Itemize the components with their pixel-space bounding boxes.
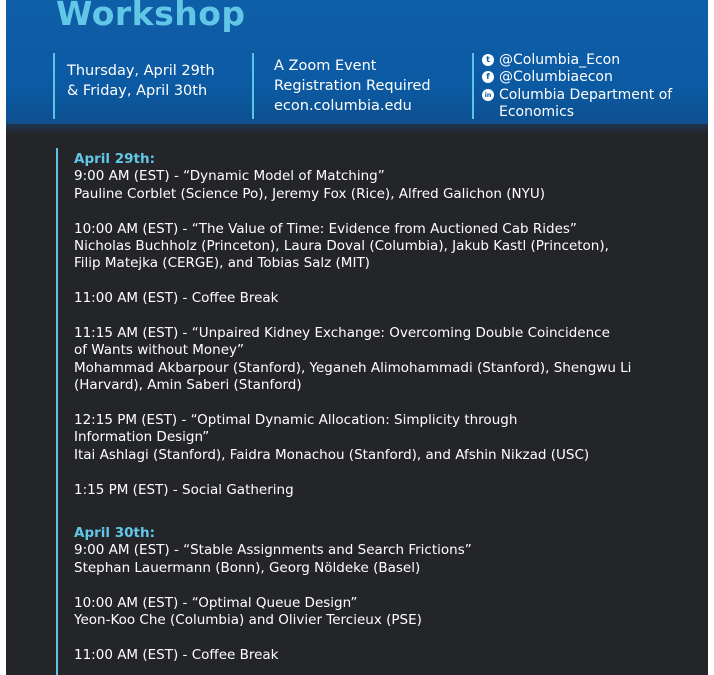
social-linkedin[interactable] [482, 86, 672, 104]
divider-1 [53, 53, 55, 119]
session-item [74, 290, 706, 307]
header-banner [6, 0, 708, 124]
day-heading: April 30th: [74, 525, 155, 542]
date-line: Thursday, April 29th [67, 63, 215, 79]
session-item [74, 542, 706, 577]
session-authors: Yeon-Koo Che (Columbia) and Olivier Tercieux (PSE) [74, 612, 422, 629]
divider-2 [252, 53, 254, 119]
linkedin-icon: in [482, 89, 494, 101]
session-title: 1:15 PM (EST) - Social Gathering [74, 481, 294, 498]
website-link[interactable]: econ.columbia.edu [274, 98, 412, 114]
session-authors: Filip Matejka (CERGE), and Tobias Salz (MIT) [74, 255, 370, 272]
session-title: 9:00 AM (EST) - “Dynamic Model of Matching” [74, 168, 385, 185]
twitter-icon: t [482, 54, 494, 66]
date-line: & Friday, April 30th [67, 83, 208, 99]
session-title: 11:00 AM (EST) - Coffee Break [74, 646, 279, 663]
workshop-title: Workshop [56, 0, 246, 33]
day-heading: April 29th: [74, 151, 155, 167]
event-format: A Zoom Event [274, 58, 377, 74]
session-title: 12:15 PM (EST) - “Optimal Dynamic Allocation: Simplicity through [74, 412, 518, 429]
schedule-accent-bar [56, 148, 58, 675]
session-title: 9:00 AM (EST) - “Stable Assignments and Search Frictions” [74, 542, 472, 559]
session-title: 11:00 AM (EST) - Coffee Break [74, 290, 279, 307]
social-facebook[interactable] [482, 69, 672, 87]
header-shadow [6, 120, 708, 134]
event-info-block [274, 56, 431, 116]
session-item [74, 412, 706, 464]
session-title: 10:00 AM (EST) - “Optimal Queue Design” [74, 594, 358, 611]
schedule [74, 151, 706, 664]
session-item [74, 647, 706, 664]
registration-note: Registration Required [274, 78, 431, 94]
dates-block [67, 61, 215, 101]
session-item [74, 168, 706, 203]
session-title: of Wants without Money” [74, 342, 245, 359]
session-authors: Pauline Corblet (Science Po), Jeremy Fox (Rice), Alfred Galichon (NYU) [74, 185, 546, 202]
linkedin-handle: Columbia Department of [499, 86, 673, 103]
facebook-icon: f [482, 71, 494, 83]
session-item [74, 482, 706, 499]
poster [6, 0, 708, 675]
session-authors: (Harvard), Amin Saberi (Stanford) [74, 377, 302, 394]
divider-3 [472, 53, 474, 119]
twitter-handle: @Columbia_Econ [499, 51, 621, 68]
session-title: 10:00 AM (EST) - “The Value of Time: Evidence from Auctioned Cab Rides” [74, 220, 577, 237]
session-authors: Itai Ashlagi (Stanford), Faidra Monachou (Stanford), and Afshin Nikzad (USC) [74, 446, 590, 463]
session-title: 11:15 AM (EST) - “Unpaired Kidney Exchange: Overcoming Double Coincidence [74, 325, 610, 342]
session-title: Information Design” [74, 429, 210, 446]
session-authors: Nicholas Buchholz (Princeton), Laura Doval (Columbia), Jakub Kastl (Princeton), [74, 238, 609, 255]
social-block [482, 51, 672, 121]
session-authors: Stephan Lauermann (Bonn), Georg Nöldeke (Basel) [74, 559, 421, 576]
session-item [74, 595, 706, 630]
session-item [74, 221, 706, 273]
facebook-handle: @Columbiaecon [499, 69, 613, 86]
social-twitter[interactable] [482, 51, 672, 69]
session-item [74, 325, 706, 395]
session-authors: Mohammad Akbarpour (Stanford), Yeganeh Alimohammadi (Stanford), Shengwu Li [74, 359, 632, 376]
linkedin-handle-continued: Economics [499, 104, 575, 121]
